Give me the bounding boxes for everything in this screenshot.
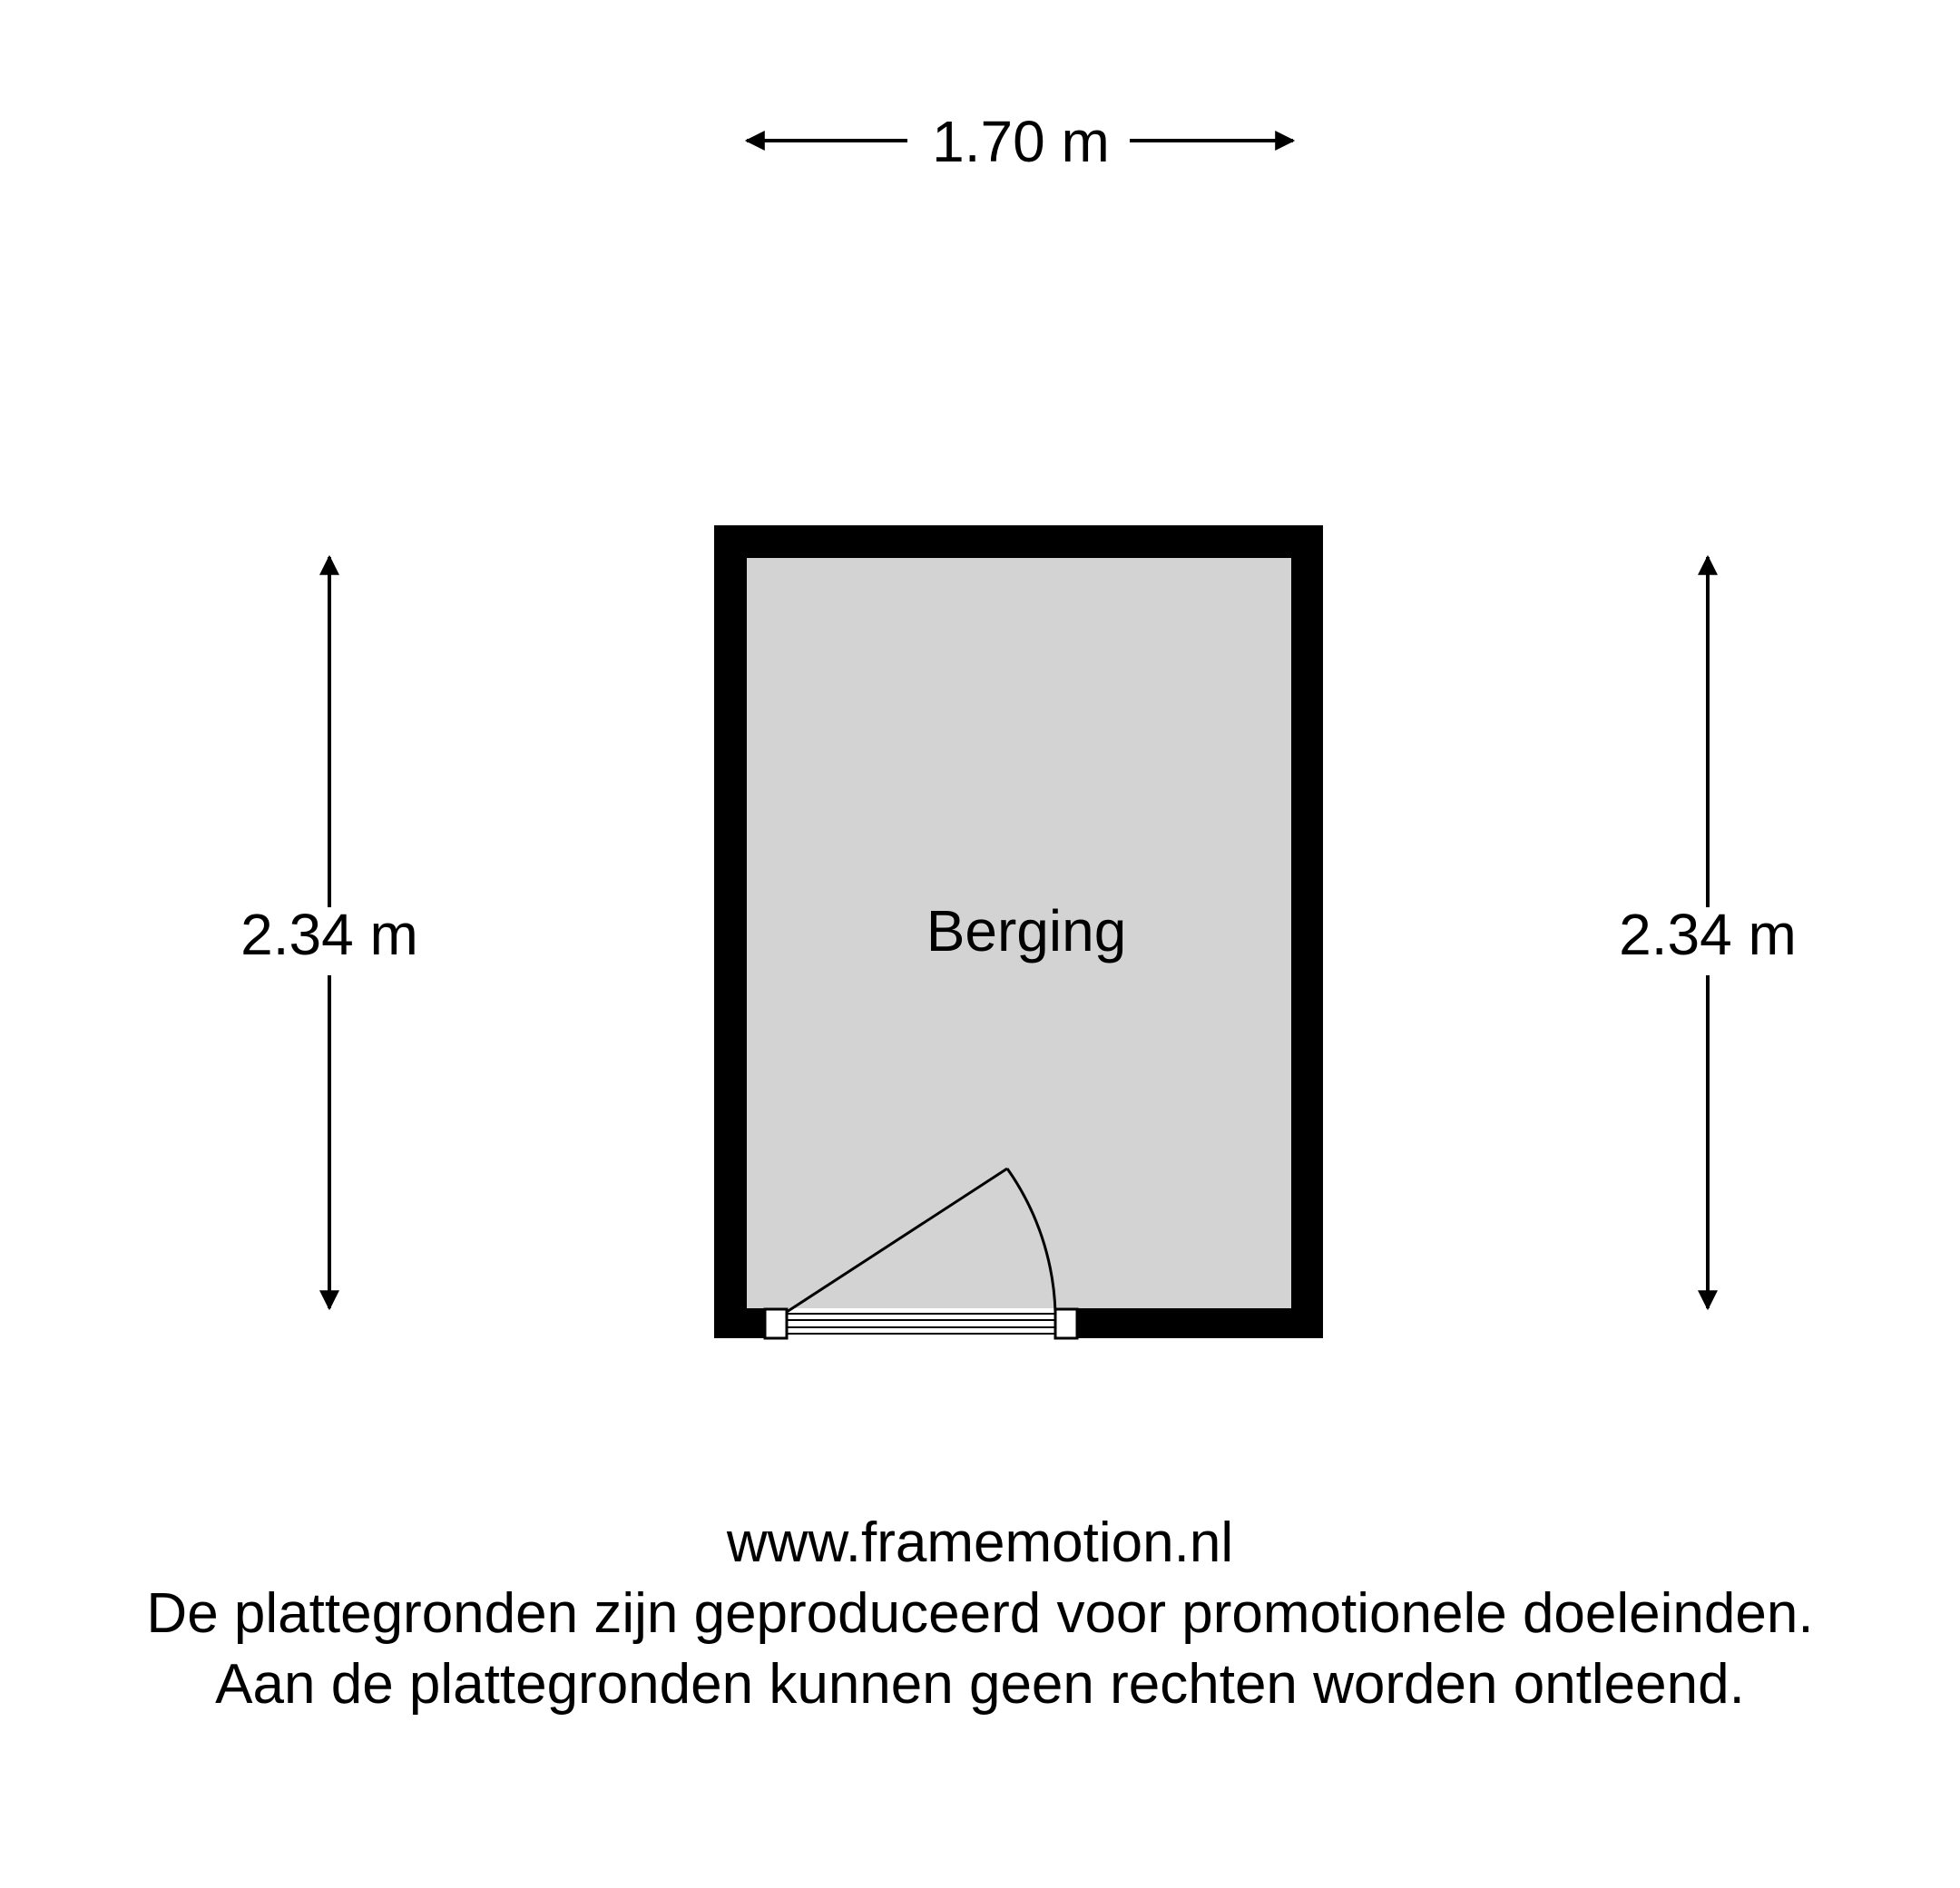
height-dimension-right bbox=[1619, 557, 1797, 1308]
door-opening bbox=[765, 1308, 1077, 1339]
height-right-label: 2.34 m bbox=[1619, 902, 1797, 967]
door-jamb-right bbox=[1055, 1309, 1077, 1338]
footer-website: www.framemotion.nl bbox=[726, 1511, 1234, 1574]
door-jamb-left bbox=[765, 1309, 787, 1338]
width-label: 1.70 m bbox=[932, 109, 1110, 174]
room-label: Berging bbox=[926, 898, 1127, 964]
width-dimension bbox=[747, 109, 1293, 174]
height-left-label: 2.34 m bbox=[240, 902, 418, 967]
footer-disclaimer-line1: De plattegronden zijn geproduceerd voor promotionele doeleinden. bbox=[146, 1582, 1814, 1645]
height-dimension-left bbox=[240, 557, 418, 1308]
room-berging bbox=[714, 525, 1323, 1339]
footer-disclaimer-line2: Aan de plattegronden kunnen geen rechten worden ontleend. bbox=[215, 1653, 1745, 1716]
